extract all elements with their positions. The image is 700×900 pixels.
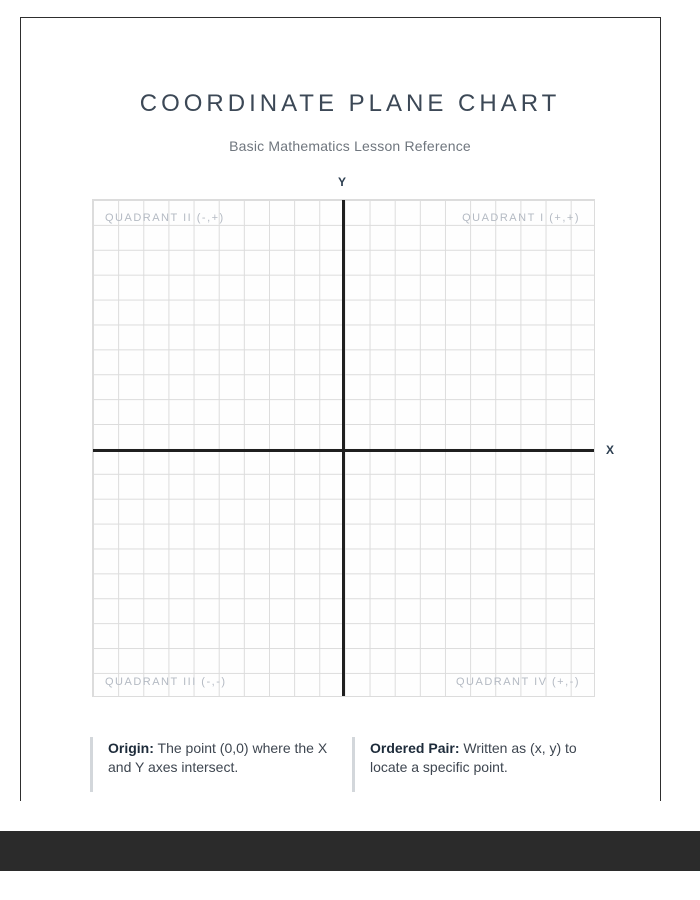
y-axis-line [342,200,345,696]
definition-ordered-pair [352,737,610,792]
quadrant-4-label: QUADRANT IV (+,-) [455,676,580,688]
definition-origin [90,737,352,792]
footer-bar [0,831,700,871]
x-axis-label: X [606,443,615,457]
coordinate-plane-grid [92,199,595,697]
definitions-section [90,737,610,792]
x-axis-line [93,449,594,452]
quadrant-3-label: QUADRANT III (-,-) [105,676,227,688]
quadrant-1-label: QUADRANT I (+,+) [462,212,580,224]
quadrant-2-label: QUADRANT II (-,+) [105,212,225,224]
definition-ordered-pair-term: Ordered Pair: [370,740,460,756]
definition-origin-text: The point (0,0) where the X and Y axes intersect. [108,740,328,775]
definition-origin-term: Origin: [108,740,154,756]
page-title: COORDINATE PLANE CHART [139,90,561,117]
definition-ordered-pair-text: Written as (x, y) to locate a specific point. [370,740,577,775]
y-axis-label: Y [337,175,346,189]
page-subtitle: Basic Mathematics Lesson Reference [229,138,471,154]
